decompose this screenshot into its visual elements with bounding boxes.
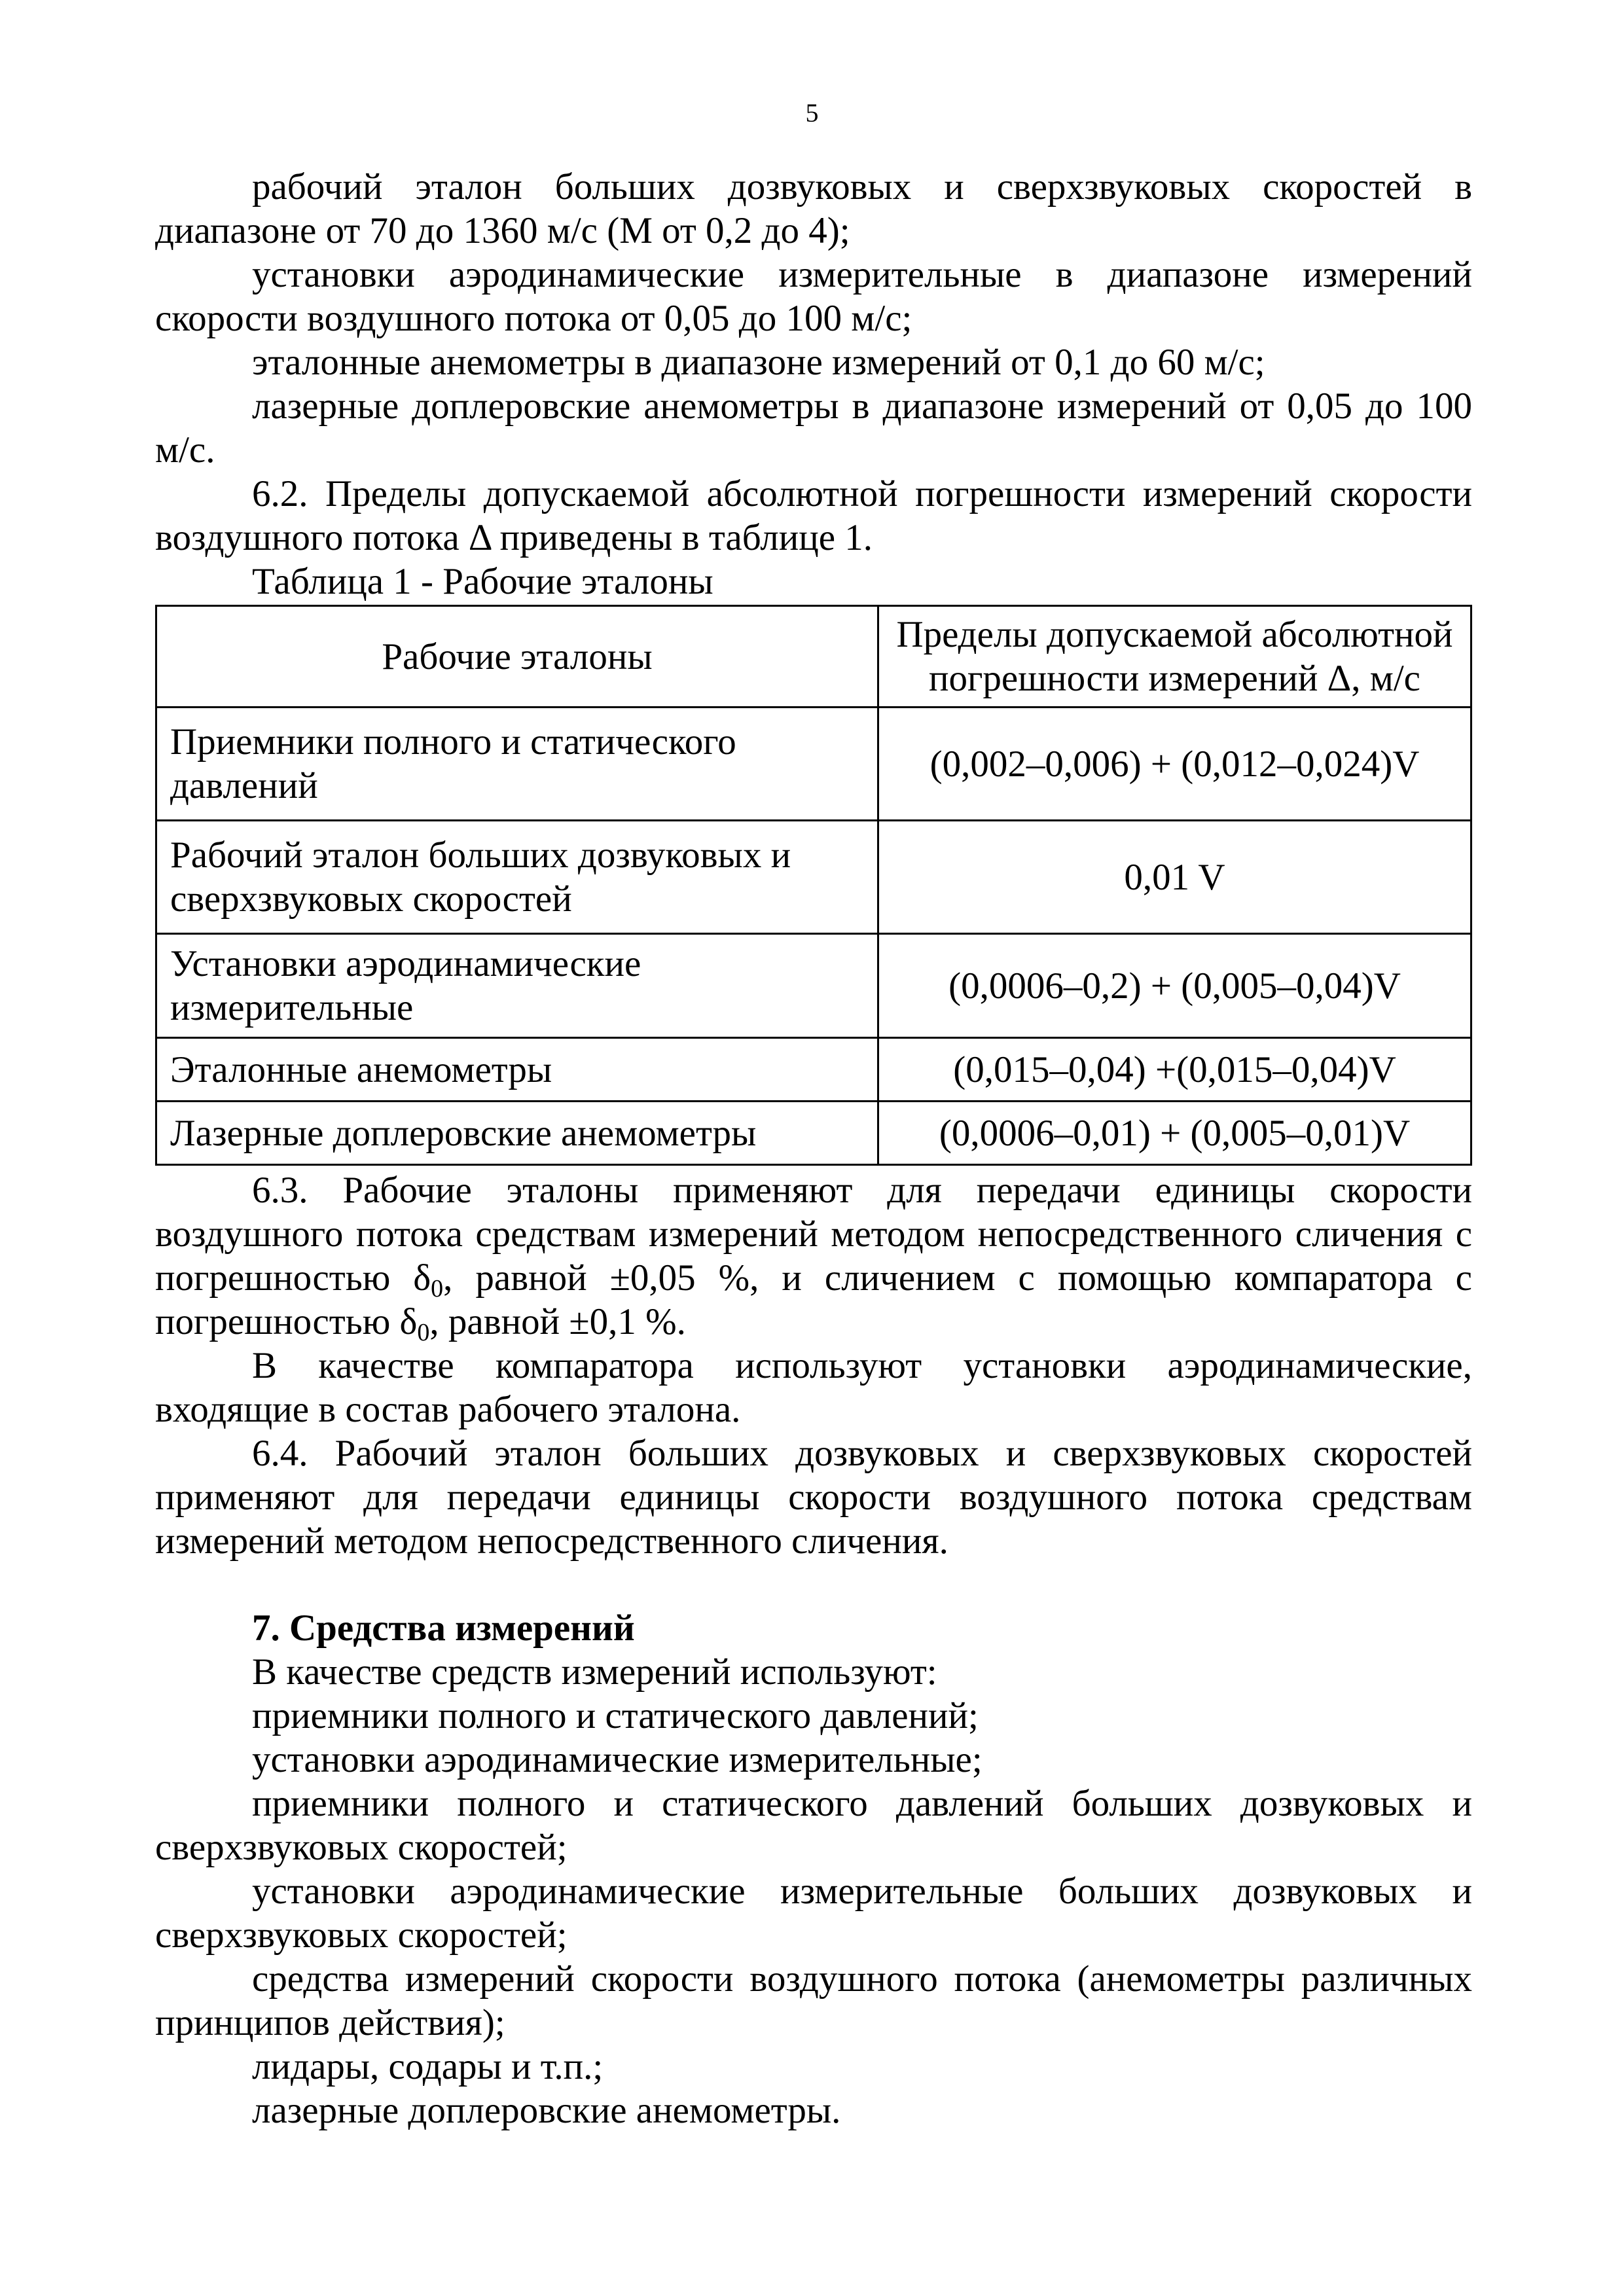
- paragraph: рабочий эталон больших дозвуковых и сверхзвуковых скоростей в диапазоне от 70 до 1360 м/с (М от 0,2 до 4);: [155, 166, 1472, 251]
- paragraph-6-2: 6.2. Пределы допускаемой абсолютной погрешности измерений скорости воздушного потока Δ приведены в таблице 1.: [155, 473, 1472, 558]
- table-row: [156, 1102, 1471, 1165]
- paragraph-text: , равной ±0,1 %.: [429, 1301, 686, 1342]
- list-item: В качестве средств измерений используют:: [252, 1651, 937, 1693]
- list-item: приемники полного и статического давлений;: [252, 1695, 979, 1736]
- paragraph: лазерные доплеровские анемометры в диапазоне измерений от 0,05 до 100 м/с.: [155, 386, 1472, 471]
- standards-table: [155, 605, 1472, 1166]
- subscript: 0: [431, 1275, 444, 1302]
- list-item: средства измерений скорости воздушного потока (анемометры различных принципов действия);: [155, 1958, 1472, 2043]
- table-cell-name: Приемники полного и статического давлений: [156, 708, 878, 821]
- paragraph: эталонные анемометры в диапазоне измерений от 0,1 до 60 м/с;: [252, 342, 1265, 383]
- table-cell-value: 0,01 V: [878, 821, 1471, 934]
- paragraph-text: , равной ±0,05 %, и сличением с помощью компаратора с погрешностью δ: [155, 1257, 1472, 1342]
- table-cell-name: Эталонные анемометры: [156, 1038, 878, 1102]
- table-row: [156, 1038, 1471, 1102]
- table-row: [156, 708, 1471, 821]
- table-row: [156, 934, 1471, 1038]
- table-cell-value: (0,0006–0,2) + (0,005–0,04)V: [878, 934, 1471, 1038]
- table-header-row: [156, 606, 1471, 708]
- table-row: [156, 821, 1471, 934]
- page-number: 5: [805, 98, 819, 128]
- paragraph-text: 6.3. Рабочие эталоны применяют для передачи единицы скорости воздушного потока средствам измерений методом непосредственного сличения с погрешностью δ: [155, 1170, 1472, 1299]
- table-caption: Таблица 1 - Рабочие эталоны: [252, 561, 713, 602]
- list-item: установки аэродинамические измерительные больших дозвуковых и сверхзвуковых скоростей;: [155, 1871, 1472, 1956]
- table-cell-name: Рабочий эталон больших дозвуковых и сверхзвуковых скоростей: [156, 821, 878, 934]
- list-item: приемники полного и статического давлений больших дозвуковых и сверхзвуковых скоростей;: [155, 1783, 1472, 1868]
- table-header-cell: Рабочие эталоны: [156, 606, 878, 708]
- paragraph-6-4: 6.4. Рабочий эталон больших дозвуковых и сверхзвуковых скоростей применяют для передачи единицы скорости воздушного потока средствам измерений методом непосредственного сличения.: [155, 1433, 1472, 1562]
- table-cell-value: (0,002–0,006) + (0,012–0,024)V: [878, 708, 1471, 821]
- paragraph: В качестве компаратора используют установки аэродинамические, входящие в состав рабочего эталона.: [155, 1345, 1472, 1430]
- table-cell-value: (0,015–0,04) +(0,015–0,04)V: [878, 1038, 1471, 1102]
- table-cell-name: Лазерные доплеровские анемометры: [156, 1102, 878, 1165]
- table-cell-value: (0,0006–0,01) + (0,005–0,01)V: [878, 1102, 1471, 1165]
- page-body: [155, 165, 1472, 2132]
- list-item: лидары, содары и т.п.;: [252, 2046, 604, 2087]
- subscript: 0: [417, 1319, 430, 1346]
- list-item: лазерные доплеровские анемометры.: [252, 2090, 841, 2131]
- list-item: установки аэродинамические измерительные;: [252, 1739, 983, 1780]
- paragraph: установки аэродинамические измерительные в диапазоне измерений скорости воздушного потока от 0,05 до 100 м/с;: [155, 254, 1472, 339]
- section-heading: 7. Средства измерений: [252, 1607, 635, 1649]
- paragraph-6-3: [155, 1168, 1472, 1344]
- table-header-cell: Пределы допускаемой абсолютной погрешности измерений Δ, м/с: [878, 606, 1471, 708]
- table-cell-name: Установки аэродинамические измерительные: [156, 934, 878, 1038]
